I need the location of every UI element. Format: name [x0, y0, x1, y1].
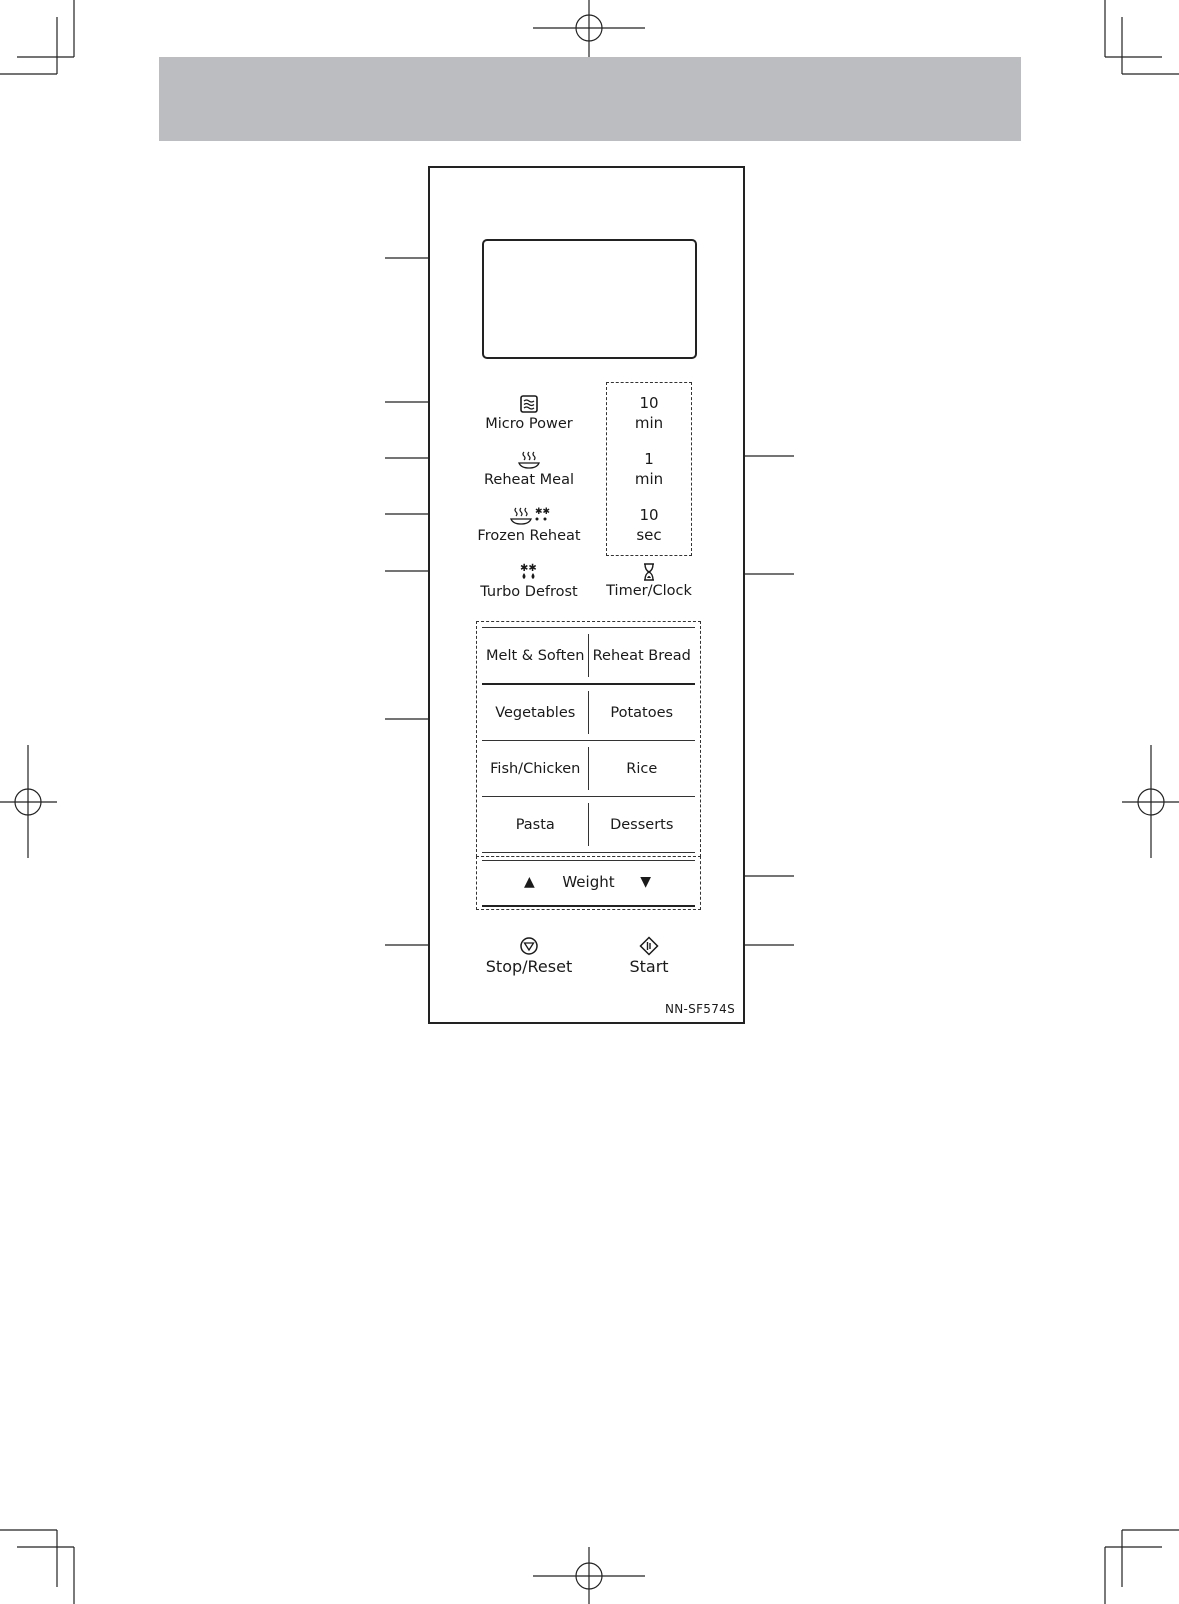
auto-row [482, 627, 695, 685]
time-key-10-sec[interactable] [607, 505, 691, 545]
divider [588, 634, 589, 677]
potatoes-button[interactable]: Potatoes [610, 704, 674, 721]
display-window [482, 239, 697, 359]
desserts-button[interactable]: Desserts [610, 816, 674, 833]
header-band [159, 57, 1021, 141]
svg-text:✱✱: ✱✱ [535, 507, 550, 517]
steaming-plate-snowflake-icon [508, 506, 550, 526]
steaming-plate-icon [516, 450, 542, 470]
weight-group [476, 856, 701, 910]
start-diamond-icon [639, 936, 659, 956]
frozen-reheat-label: Frozen Reheat [477, 528, 581, 544]
time-keys-group [606, 382, 692, 556]
time-key-unit: sec [636, 526, 662, 544]
start-button[interactable] [594, 936, 704, 977]
snowflake-drops-icon [517, 562, 541, 582]
vegetables-button[interactable]: Vegetables [495, 704, 576, 721]
timer-clock-button[interactable] [591, 563, 707, 600]
start-label: Start [629, 957, 669, 976]
micro-power-button[interactable] [474, 394, 584, 433]
auto-row [482, 741, 695, 797]
time-key-1-min[interactable] [607, 449, 691, 489]
reheat-meal-label: Reheat Meal [484, 472, 574, 488]
weight-up-button[interactable]: ▲ [524, 874, 535, 890]
reheat-meal-button[interactable] [474, 450, 584, 489]
divider [588, 691, 589, 734]
frozen-reheat-button[interactable] [474, 506, 584, 545]
microwave-waves-icon [519, 394, 539, 414]
stop-reset-button[interactable] [474, 936, 584, 977]
auto-row [482, 797, 695, 853]
auto-programs-group [476, 621, 701, 857]
auto-row [482, 685, 695, 741]
weight-label: Weight [562, 873, 615, 891]
time-key-unit: min [634, 470, 664, 488]
time-key-value: 10 [639, 394, 659, 412]
turbo-defrost-label: Turbo Defrost [480, 584, 578, 600]
divider [588, 747, 589, 790]
micro-power-label: Micro Power [485, 416, 573, 432]
fish-chicken-button[interactable]: Fish/Chicken [490, 760, 581, 777]
stop-reset-label: Stop/Reset [485, 957, 573, 976]
time-key-value: 1 [644, 450, 654, 468]
svg-text:✱✱: ✱✱ [520, 563, 537, 574]
time-key-unit: min [634, 414, 664, 432]
control-panel [428, 166, 745, 1024]
melt-soften-button[interactable]: Melt & Soften [486, 647, 585, 664]
reheat-bread-button[interactable]: Reheat Bread [592, 647, 691, 664]
time-key-value: 10 [639, 506, 659, 524]
hourglass-icon [642, 563, 656, 581]
turbo-defrost-button[interactable] [474, 562, 584, 601]
stop-circle-icon [519, 936, 539, 956]
divider [588, 803, 589, 846]
timer-clock-label: Timer/Clock [606, 583, 692, 599]
pasta-button[interactable]: Pasta [515, 816, 555, 833]
model-number: NN-SF574S [664, 1002, 735, 1016]
time-key-10-min[interactable] [607, 393, 691, 433]
weight-down-button[interactable]: ▼ [640, 874, 651, 890]
rice-button[interactable]: Rice [626, 760, 658, 777]
